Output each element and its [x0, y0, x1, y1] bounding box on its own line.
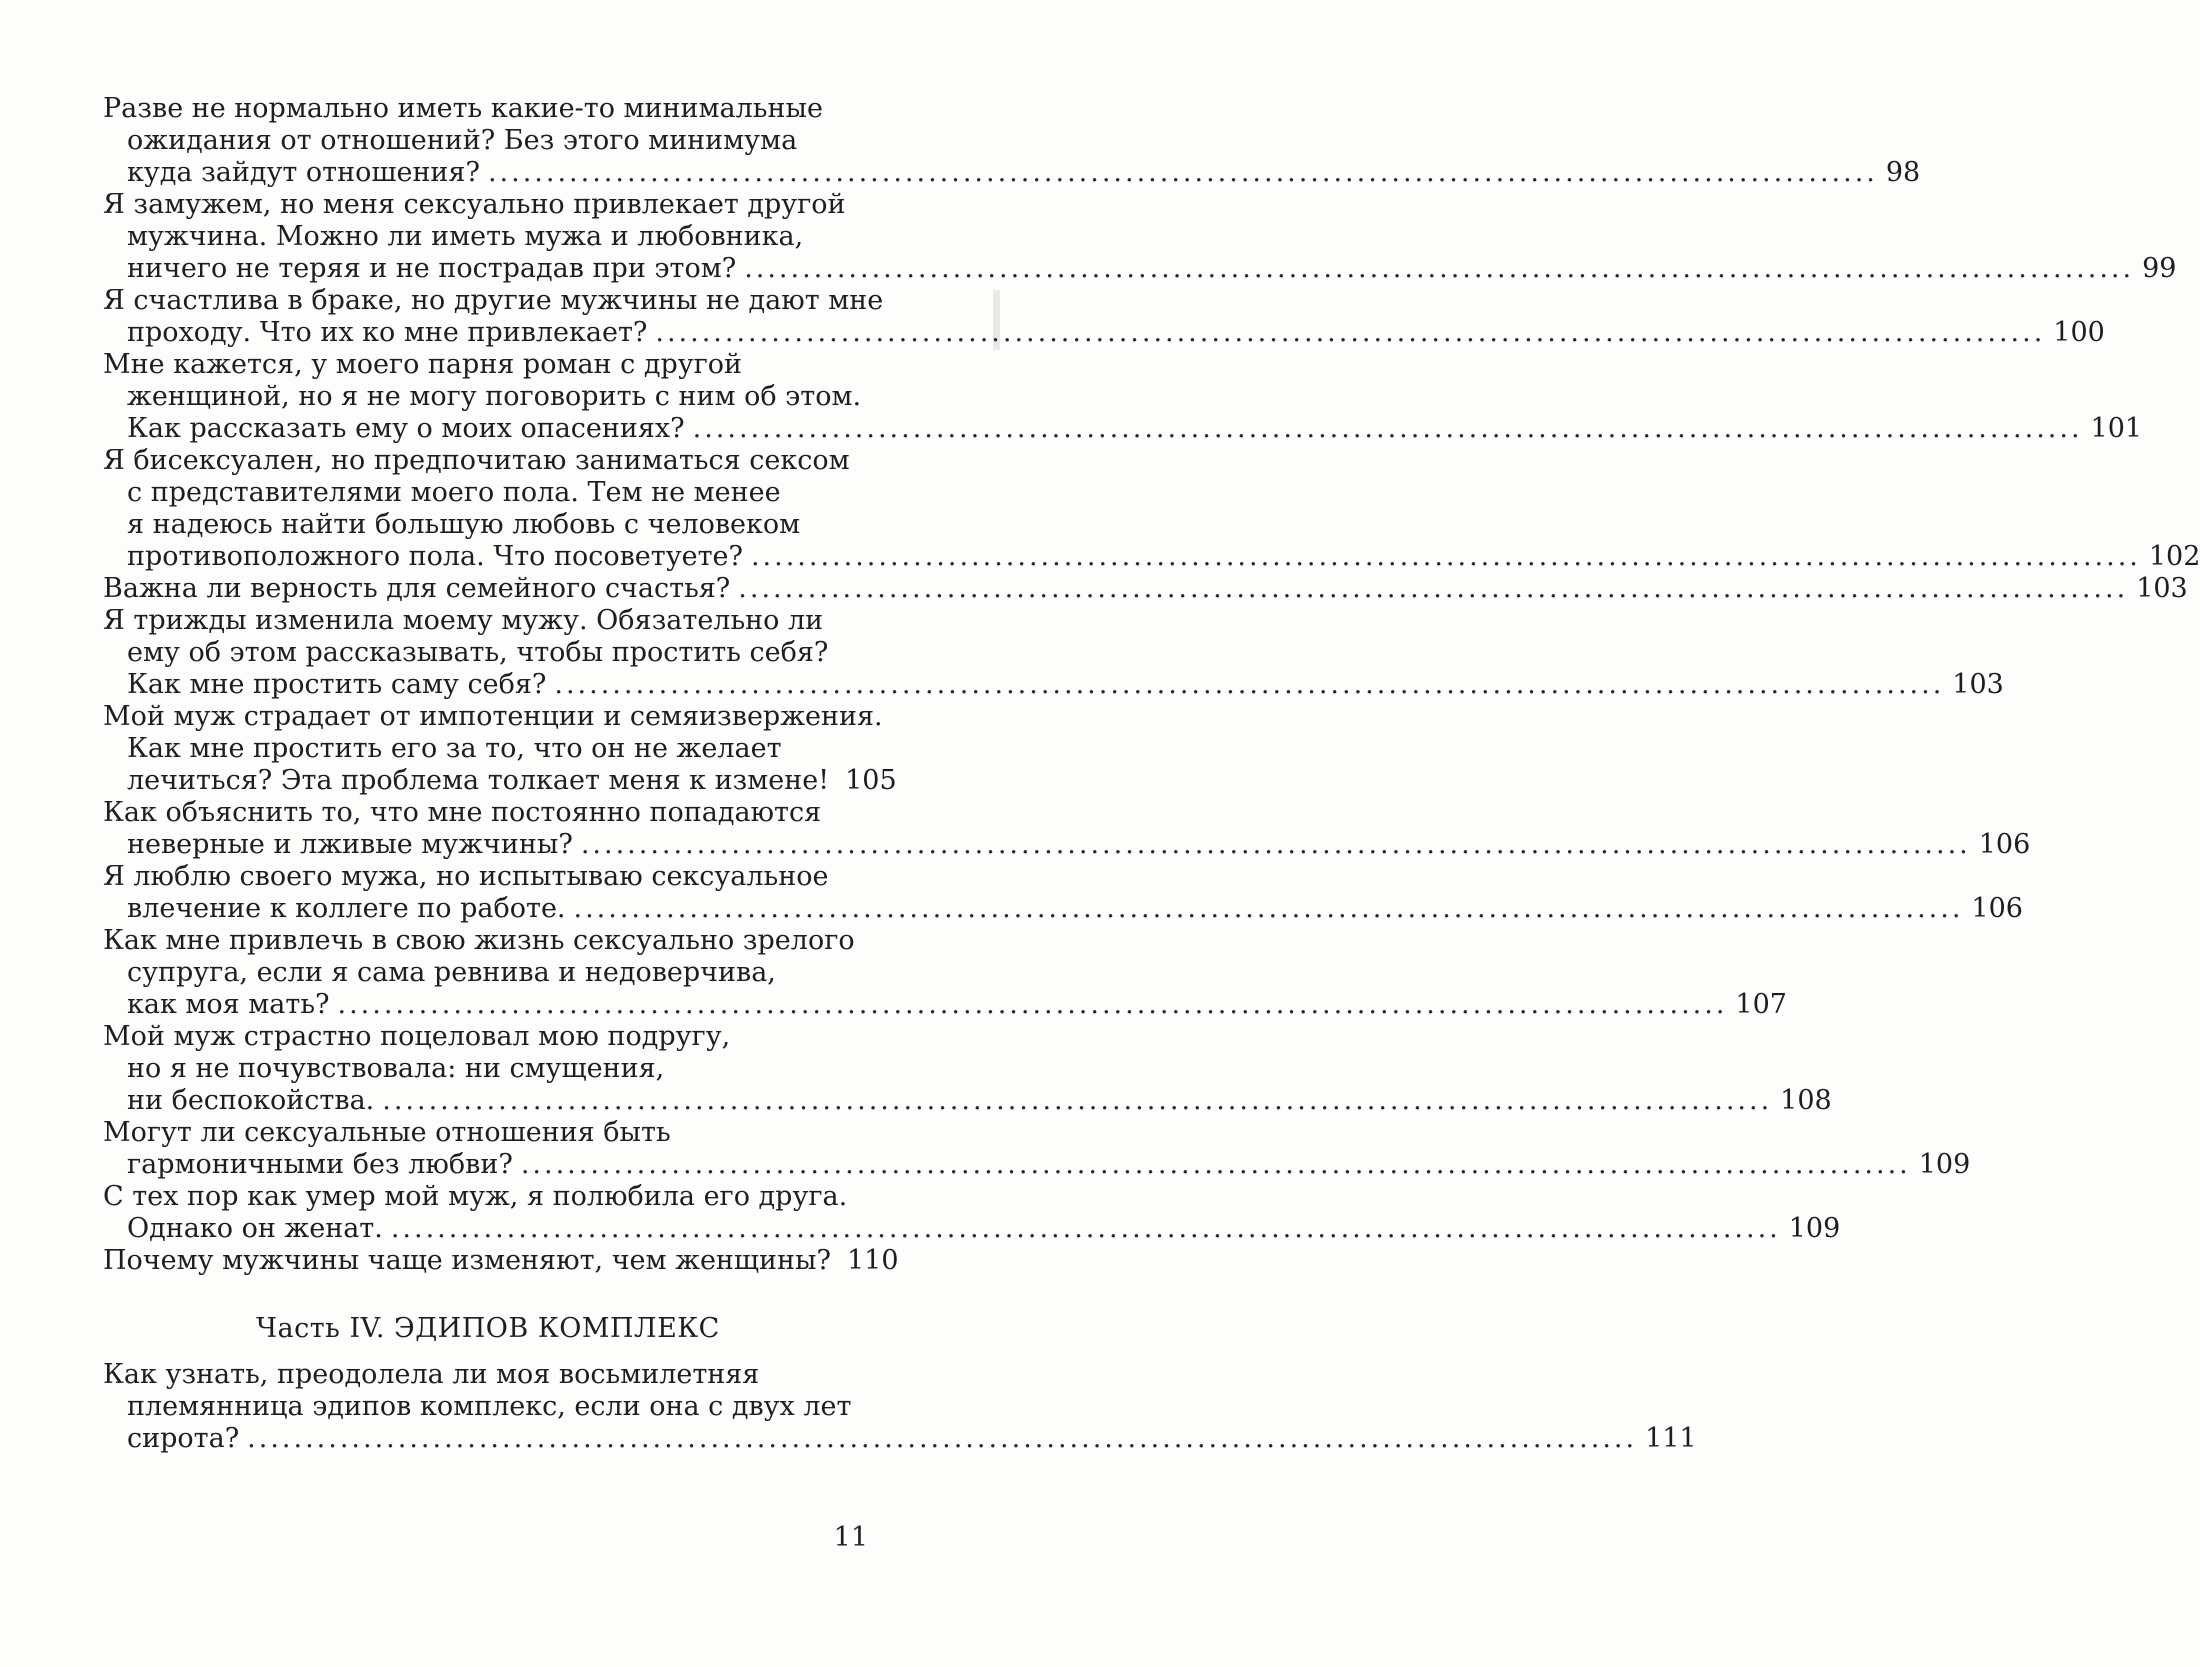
toc-entry-line [103, 413, 2143, 445]
dot-leader: ........................................................................................................................ [337, 989, 1728, 1020]
toc-entry-line: ожидания от отношений? Без этого минимума [127, 125, 798, 156]
toc-entries-group [103, 1359, 1697, 1455]
toc-entry-line: Мне кажется, у моего парня роман с другой [103, 349, 743, 380]
toc-entry-line: Мой муж страстно поцеловал мою подругу, [103, 1021, 731, 1052]
toc-page-number: 100 [2053, 317, 2105, 348]
toc-entry [103, 189, 2177, 285]
toc-entry-line: Могут ли сексуальные отношения быть [103, 1117, 671, 1148]
toc-entry-text: Почему мужчины чаще изменяют, чем женщины? [103, 1245, 831, 1276]
toc-entry-line [103, 253, 2177, 285]
toc-entry [103, 349, 2143, 445]
dot-leader: ........................................................................................................................ [390, 1213, 1781, 1244]
toc-entry-line: Как узнать, преодолела ли моя восьмилетняя [103, 1359, 760, 1390]
toc-entry-line [103, 573, 2188, 605]
toc-entry-text: Однако он женат. [127, 1213, 383, 1244]
toc-page-number: 102 [2148, 541, 2200, 572]
toc-entry-line [103, 541, 2200, 573]
toc-entry-text: Как мне простить саму себя? [127, 669, 547, 700]
toc-entry [103, 285, 2105, 349]
toc-entry-line [103, 157, 1921, 189]
toc-entry-line [103, 669, 2004, 701]
toc-entry [103, 1181, 1841, 1245]
toc-entry [103, 701, 897, 797]
toc-page-number: 106 [1971, 893, 2023, 924]
toc-entry-line: Я бисексуален, но предпочитаю заниматься сексом [103, 445, 850, 476]
toc-page-number: 107 [1735, 989, 1787, 1020]
toc-entry-text: проходу. Что их ко мне привлекает? [127, 317, 648, 348]
dot-leader: ........................................................................................................................ [382, 1085, 1773, 1116]
toc-page-number: 103 [1952, 669, 2004, 700]
dot-leader: ........................................................................................................................ [487, 157, 1878, 188]
toc-entry-line: женщиной, но я не могу поговорить с ним об этом. [127, 381, 862, 412]
toc-entry-line: Как объяснить то, что мне постоянно попадаются [103, 797, 822, 828]
dot-leader: ........................................................................................................................ [744, 253, 2135, 284]
toc-entry-line: супруга, если я сама ревнива и недоверчива, [127, 957, 776, 988]
toc-entries-group [103, 93, 2200, 1277]
toc-entry-line [103, 989, 1787, 1021]
toc-entry-line [103, 765, 897, 797]
toc-entry-line: Как мне привлечь в свою жизнь сексуально зрелого [103, 925, 855, 956]
toc-entry-line: но я не почувствовала: ни смущения, [127, 1053, 665, 1084]
toc-entry [103, 93, 1921, 189]
toc-entry [103, 925, 1787, 1021]
toc-entry-text: Важна ли верность для семейного счастья? [103, 573, 731, 604]
toc-page-number: 106 [1978, 829, 2031, 860]
toc-page-number: 109 [1788, 1213, 1841, 1244]
toc-entry-text: куда зайдут отношения? [127, 157, 480, 188]
dot-leader: ........................................................................................................................ [692, 413, 2083, 444]
toc-entry [103, 1245, 899, 1277]
toc-entry-text: неверные и лживые мужчины? [127, 829, 573, 860]
toc-entry-line [103, 1213, 1841, 1245]
toc-entry [103, 861, 2023, 925]
toc-entry-line: племянница эдипов комплекс, если она с двух лет [127, 1391, 852, 1422]
toc-entry-line: Мой муж страдает от импотенции и семяизвержения. [103, 701, 883, 732]
toc-page-number: 101 [2090, 413, 2143, 444]
dot-leader: ........................................................................................................................ [520, 1149, 1911, 1180]
toc-entry [103, 1117, 1971, 1181]
toc-entry-line [103, 893, 2023, 925]
toc-entry-text: влечение к коллеге по работе. [127, 893, 566, 924]
toc-page-number: 103 [2136, 573, 2188, 604]
toc-entry-line [103, 1423, 1697, 1455]
dot-leader: ........................................................................................................................ [247, 1423, 1638, 1454]
dot-leader: ........................................................................................................................ [738, 573, 2129, 604]
toc-entry-line: Я замужем, но меня сексуально привлекает другой [103, 189, 846, 220]
dot-leader: ........................................................................................................................ [750, 541, 2141, 572]
dot-leader: ........................................................................................................................ [573, 893, 1964, 924]
toc-entry-line [103, 317, 2105, 349]
toc-entry-line [103, 1245, 899, 1277]
toc-page-number: 99 [2142, 253, 2177, 284]
toc-entry-line: Разве не нормально иметь какие-то минимальные [103, 93, 823, 124]
toc-entry [103, 1359, 1697, 1455]
toc-entry-text: Как рассказать ему о моих опасениях? [127, 413, 685, 444]
toc-entry-text: ничего не теряя и не пострадав при этом? [127, 253, 737, 284]
toc-entry-line [103, 829, 2031, 861]
toc-entry-line: Я трижды изменила моему мужу. Обязательно ли [103, 605, 824, 636]
part-title: Часть IV. ЭДИПОВ КОМПЛЕКС [256, 1313, 720, 1344]
toc-entry [103, 445, 2200, 573]
toc-entry [103, 1021, 1832, 1117]
toc-entry-line [103, 1085, 1832, 1117]
toc-entry-line: Как мне простить его за то, что он не желает [127, 733, 782, 764]
toc-entry [103, 605, 2004, 701]
table-of-contents [103, 93, 2200, 1455]
toc-page-number: 111 [1645, 1423, 1697, 1454]
toc-entry-line: Я счастлива в браке, но другие мужчины не дают мне [103, 285, 884, 316]
toc-entry-text: сирота? [127, 1423, 240, 1454]
toc-entry-line: Я люблю своего мужа, но испытываю сексуальное [103, 861, 829, 892]
page-number: 11 [833, 1522, 868, 1553]
toc-entry-text: противоположного пола. Что посоветуете? [127, 541, 743, 572]
toc-entry-line: С тех пор как умер мой муж, я полюбила его друга. [103, 1181, 848, 1212]
toc-page-number: 105 [845, 765, 897, 796]
dot-leader: ........................................................................................................................ [580, 829, 1971, 860]
toc-entry-text: как моя мать? [127, 989, 330, 1020]
toc-page-number: 98 [1885, 157, 1921, 188]
toc-entry-text: ни беспокойства. [127, 1085, 375, 1116]
dot-leader: ........................................................................................................................ [554, 669, 1945, 700]
toc-page-number: 109 [1918, 1149, 1971, 1180]
toc-entry [103, 573, 2188, 605]
toc-entry-line: я надеюсь найти большую любовь с человеком [127, 509, 801, 540]
toc-entry-line: с представителями моего пола. Тем не менее [127, 477, 781, 508]
toc-entry-line: ему об этом рассказывать, чтобы простить себя? [127, 637, 829, 668]
toc-page-number: 110 [846, 1245, 899, 1276]
toc-entry-line: мужчина. Можно ли иметь мужа и любовника, [127, 221, 804, 252]
toc-entry [103, 797, 2031, 861]
toc-entry-text: гармоничными без любви? [127, 1149, 513, 1180]
toc-entry-line [103, 1149, 1971, 1181]
dot-leader: ........................................................................................................................ [655, 317, 2046, 348]
toc-page-number: 108 [1780, 1085, 1832, 1116]
toc-entry-text: лечиться? Эта проблема толкает меня к измене! [127, 765, 830, 796]
